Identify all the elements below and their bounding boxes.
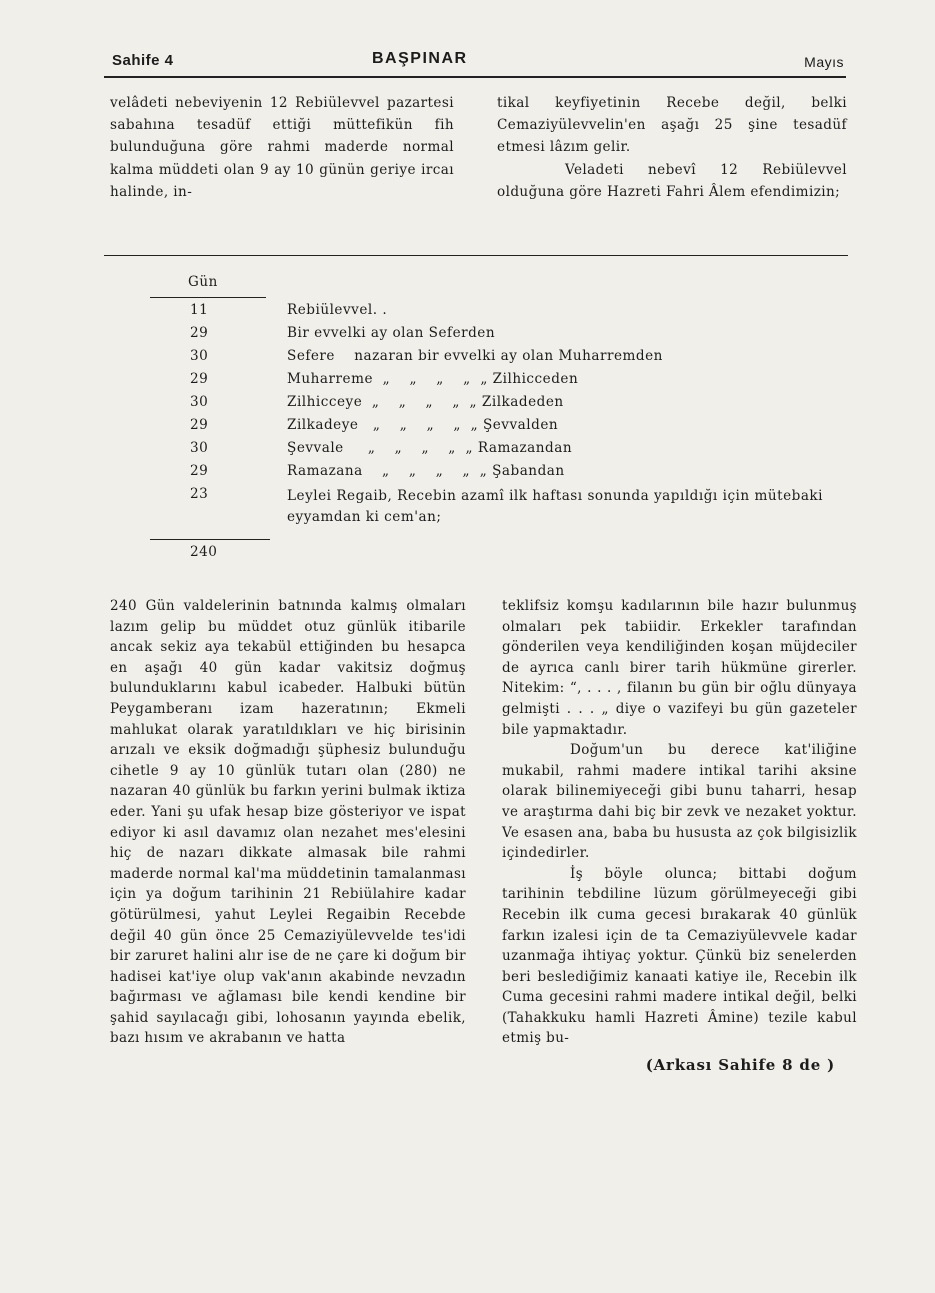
paragraph: teklifsiz komşu kadılarının bile hazır bulunmuş olmaları pek tabiidir. Erkekler tarafından gönderilen veya kendiliğinden koşan müjdeciler de ayrıca canlı birer tarih hükmüne girerler. Nitekim: “, . . . , filanın bu gün bir oğlu dünyaya gelmişti . . . „ diye o vazifeyi bu gün gazeteler bile yapmaktadır. [502,598,857,738]
description-cell: Zilkadeye „ „ „ „ „ Şevvalden [287,417,559,433]
days-cell: 11 [190,302,209,318]
table-row [150,394,850,417]
description-cell: Bir evvelki ay olan Seferden [287,325,496,341]
paragraph: Doğum'un bu derece kat'iliğine mukabil, rahmi madere intikal tarihi aksine olarak bilinemiyeceği gibi bunu taharri, hesap ve araştırma dahi biç bir zevk ve nezaket yoktur. Ve esasen ana, baba bu hususta az çok bilgisizlik içindedirler. [502,742,857,862]
page-header [104,48,846,76]
description-cell: Şevvale „ „ „ „ „ Ramazandan [287,440,573,456]
days-cell: 29 [190,325,209,341]
section-rule [104,255,848,256]
issue-month: Mayıs [804,54,844,70]
table-header-days: Gün [188,274,218,290]
bottom-left-column [110,596,466,1049]
continuation-note: (Arkası Sahife 8 de ) [645,1056,835,1075]
top-right-column [497,92,847,203]
table-row [150,486,850,530]
table-row [150,302,850,325]
description-cell: Ramazana „ „ „ „ „ Şabandan [287,463,565,479]
days-cell: 30 [190,394,209,410]
days-cell: 30 [190,440,209,456]
table-row [150,417,850,440]
table-row [150,348,850,371]
paragraph: tikal keyfiyetinin Recebe değil, belki Cemaziyülevvelin'en aşağı 25 şine tesadüf etmesi lâzım gelir. [497,95,847,156]
table-row [150,325,850,348]
table-row [150,440,850,463]
paragraph: İş böyle olunca; bittabi doğum tarihinin tebdiline lüzum görülmeyeceği gibi Recebin ilk cuma gecesi bırakarak 40 günlük farkın izalesi için de ta Cemaziyülevvele kadar uzanmağa ihtiyaç yoktur. Çünkü biz senelerden beri beslediğimiz kanaati katiye ile, Recebin ilk Cuma gecesini rahmi madere intikal değil, belki (Tahakkuku hamli Hazreti Âmine) tezile kabul etmiş bu- [502,865,857,1047]
days-cell: 29 [190,417,209,433]
description-cell: Zilhicceye „ „ „ „ „ Zilkadeden [287,394,564,410]
page-number: Sahife 4 [112,52,174,69]
description-cell: Muharreme „ „ „ „ „ Zilhicceden [287,371,579,387]
description-cell: Leylei Regaib, Recebin azamî ilk haftası sonunda yapıldığı için mütebaki eyyamdan ki cem'an; [287,488,824,525]
table-row [150,463,850,486]
header-rule [104,76,846,78]
table-row [150,371,850,394]
days-cell: 29 [190,463,209,479]
top-left-column [110,92,454,203]
table-total-rule [150,539,270,540]
days-cell: 23 [190,486,209,502]
days-cell: 29 [190,371,209,387]
table-header-rule [150,297,266,298]
days-cell: 30 [190,348,209,364]
day-count-table [150,302,850,530]
table-total: 240 [190,544,218,560]
description-cell: Sefere nazaran bir evvelki ay olan Muharremden [287,348,663,364]
paragraph: 240 Gün valdelerinin batnında kalmış olmaları lazım gelip bu müddet otuz günlük itibarile ancak sekiz aya tekabül ettiğinden bu hesapca en aşağı 40 gün kadar vakitsiz doğmuş bulunduklarını kabul icabeder. Halbuki bütün Peygamberanı izam hazeratının; Ekmeli mahlukat olarak yaratıldıkları ve hiç birisinin arızalı ve eksik doğmadığı şüphesiz bulunduğu cihetle 9 ay 10 günlük tutarı olan (280) ne nazaran 40 günlük bu farkın yerini bulmak iktiza eder. Yani şu ufak hesap bize gösteriyor ve ispat ediyor ki asıl davamız olan nezahet mes'elesini hiç de nazarı dikkate almasak bile rahmi maderde normal kal'ma müddetinin tamalanması için ya doğum tarihinin 21 Rebiülahire kadar götürülmesi, yahut Leylei Regaibin Recebde değil 40 gün önce 25 Cemaziyülevvelde tes'idi bir zaruret halini alır ise de ne çare ki doğum bir hadisei kat'iye olup vak'anın akabinde nevzadın bağırması ve ağlaması bile kendi kendine bir şahid sayılacağı gibi, lohosanın yayında ebelik, bazı hısım ve akrabanın ve hatta [110,598,466,1047]
description-cell: Rebiülevvel. . [287,302,388,318]
publication-title: BAŞPINAR [372,50,468,67]
bottom-right-column [502,596,857,1076]
paragraph: velâdeti nebeviyenin 12 Rebiülevvel pazartesi sabahına tesadüf ettiği müttefikün fih bulunduğuna göre rahmi maderde normal kalma müddeti olan 9 ay 10 günün geriye ircaı halinde, in- [110,95,454,200]
paragraph: Veladeti nebevî 12 Rebiülevvel olduğuna göre Hazreti Fahri Âlem efendimizin; [497,161,847,200]
